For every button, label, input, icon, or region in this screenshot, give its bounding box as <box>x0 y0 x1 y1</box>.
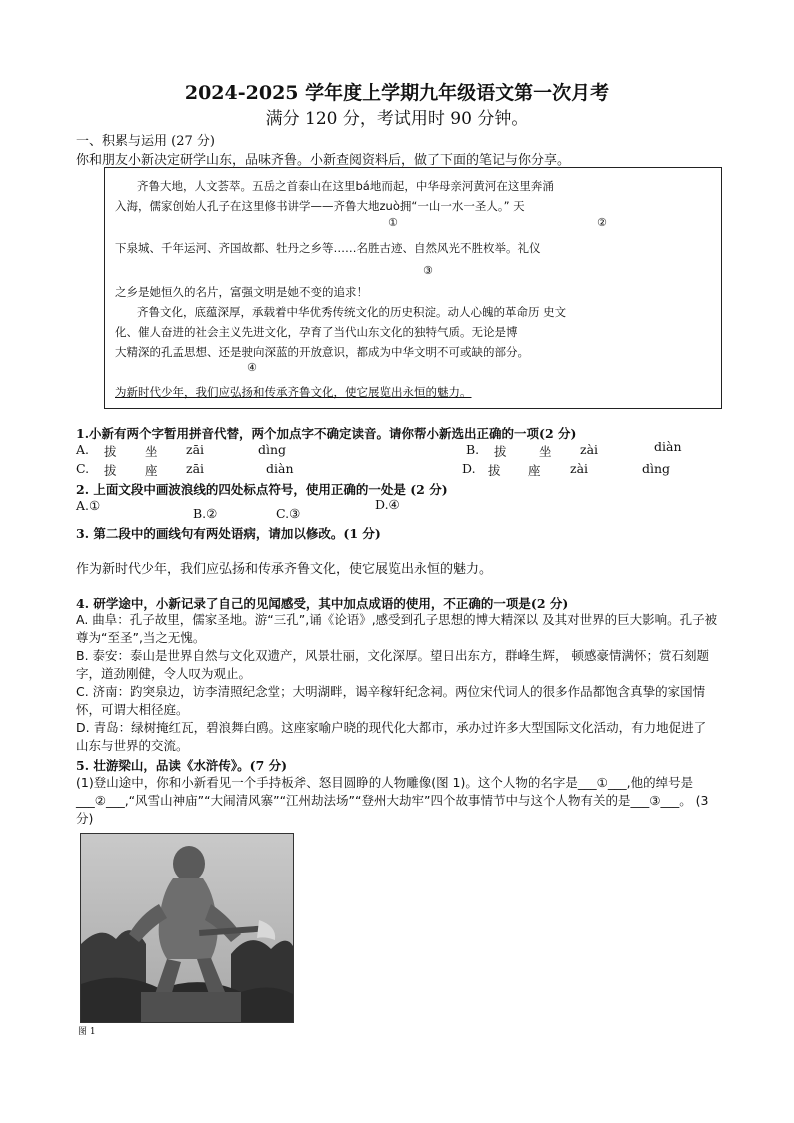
passage-line: 齐鲁大地，人文荟萃。五岳之首泰山在这里bá地而起，中华母亲河黄河在这里奔涌 <box>137 179 554 193</box>
punct-marker: ③ <box>423 264 433 277</box>
passage-line: 化、催人奋进的社会主义先进文化，孕育了当代山东文化的独特气质。无论是博 <box>115 325 518 339</box>
q1-option-b-char2: 坐 <box>539 444 552 459</box>
question-2-stem: 2. 上面文段中画波浪线的四处标点符号，使用正确的一处是 (2 分) <box>76 482 448 497</box>
exam-title: 2024-2025 学年度上学期九年级语文第一次月考 <box>184 82 610 104</box>
figure-caption: 图 1 <box>78 1027 96 1037</box>
exam-subtitle: 满分 120 分，考试用时 90 分钟。 <box>265 109 529 129</box>
q1-option-d-label: D. <box>462 461 476 476</box>
q1-option-d-char2: 座 <box>528 463 541 478</box>
q1-option-a-label: A. <box>76 442 90 457</box>
question-1-stem: 1.小新有两个字暂用拼音代替，两个加点字不确定读音。请你帮小新选出正确的一项(2 分) <box>76 426 577 441</box>
punct-marker: ② <box>597 216 607 229</box>
punct-marker: ④ <box>247 361 257 374</box>
question-5-stem: 5. 壮游梁山，品读《水浒传》。(7 分) <box>76 758 288 773</box>
q1-option-d-pinyin1: zài <box>570 461 589 476</box>
q1-option-a-pinyin2: dìng <box>258 442 287 457</box>
passage-line: 下泉城、千年运河、齐国故都、牡丹之乡等……名胜古迹、自然风光不胜枚举。礼仪 <box>115 241 541 255</box>
q1-option-c-char1: 拔 <box>104 463 117 478</box>
q4-option-a: A. 曲阜：孔子故里，儒家圣地。游“三孔”,诵《论语》,感受到孔子思想的博大精深以 及其对世界的巨大影响。孔子被尊为“至圣”,当之无愧。 <box>76 612 718 645</box>
q1-option-a-char1: 拔 <box>104 444 117 459</box>
q4-option-d: D. 青岛：绿树掩红瓦，碧浪舞白鸥。这座家喻户晓的现代化大都市，承办过许多大型国际文化活动，有力地促进了山东与世界的交流。 <box>76 720 707 753</box>
q1-option-c-char2: 座 <box>145 463 158 478</box>
statue-photo <box>80 833 294 1023</box>
q1-option-b-pinyin2: diàn <box>654 439 682 454</box>
q1-option-c-pinyin2: diàn <box>266 461 294 476</box>
q1-option-d-pinyin2: dìng <box>642 461 671 476</box>
q1-option-b-label: B. <box>466 442 480 457</box>
q1-option-d-char1: 拔 <box>488 463 501 478</box>
q1-option-b-char1: 拔 <box>494 444 507 459</box>
q2-option-a: A.① <box>76 498 101 513</box>
q4-option-c: C. 济南：趵突泉边，访李清照纪念堂；大明湖畔，谒辛稼轩纪念祠。两位宋代词人的很多作品都饱含真挚的家国情怀，可谓大相径庭。 <box>76 684 706 717</box>
q2-option-b: B.② <box>193 506 218 521</box>
section-intro: 你和朋友小新决定研学山东，品味齐鲁。小新查阅资料后，做了下面的笔记与你分享。 <box>76 153 571 168</box>
punct-marker: ① <box>388 216 398 229</box>
q4-option-b: B. 泰安：泰山是世界自然与文化双遗产，风景壮丽，文化深厚。望日出东方，群峰生辉， 顿感豪情满怀；赏石刻题字，道劲刚健，令人叹为观止。 <box>76 648 709 681</box>
question-3-stem: 3. 第二段中的画线句有两处语病，请加以修改。(1 分) <box>76 526 381 541</box>
question-4-stem: 4. 研学途中，小新记录了自己的见闻感受，其中加点成语的使用，不正确的一项是(2 分) <box>76 596 569 611</box>
passage-underlined-sentence: 为新时代少年，我们应弘扬和传承齐鲁文化，使它展览出永恒的魅力。 <box>115 385 472 399</box>
q1-option-c-pinyin1: zāi <box>186 461 205 476</box>
q1-option-a-char2: 坐 <box>145 444 158 459</box>
passage-line: 入海，儒家创始人孔子在这里修书讲学——齐鲁大地zuò拥“一山一水一圣人。” 天 <box>115 199 525 213</box>
q1-option-b-pinyin1: zài <box>580 442 599 457</box>
q2-option-d: D.④ <box>375 497 400 512</box>
q5-subquestion-1: (1)登山途中，你和小新看见一个手持板斧、怒目圆睁的人物雕像(图 1)。这个人物的名字是___①___,他的绰号是 ___②___,“风雪山神庙”“大闹清风寨”“江州劫法场”“登州大劫牢”四个故事情节中与这个人物有关的是___③___。 (3分) <box>76 775 709 826</box>
q2-option-c: C.③ <box>276 506 301 521</box>
passage-line: 之乡是她恒久的名片，富强文明是她不变的追求！ <box>115 285 368 299</box>
section-heading: 一、积累与运用 (27 分) <box>76 134 215 149</box>
q3-sentence: 作为新时代少年，我们应弘扬和传承齐鲁文化，使它展览出永恒的魅力。 <box>76 562 493 577</box>
q1-option-a-pinyin1: zāi <box>186 442 205 457</box>
q1-option-c-label: C. <box>76 461 90 476</box>
passage-line: 齐鲁文化，底蕴深厚，承载着中华优秀传统文化的历史积淀。动人心魄的革命历 史文 <box>137 305 567 319</box>
passage-line: 大精深的孔孟思想、还是驶向深蓝的开放意识，都成为中华文明不可或缺的部分。 <box>115 345 529 359</box>
passage-box <box>104 167 722 409</box>
